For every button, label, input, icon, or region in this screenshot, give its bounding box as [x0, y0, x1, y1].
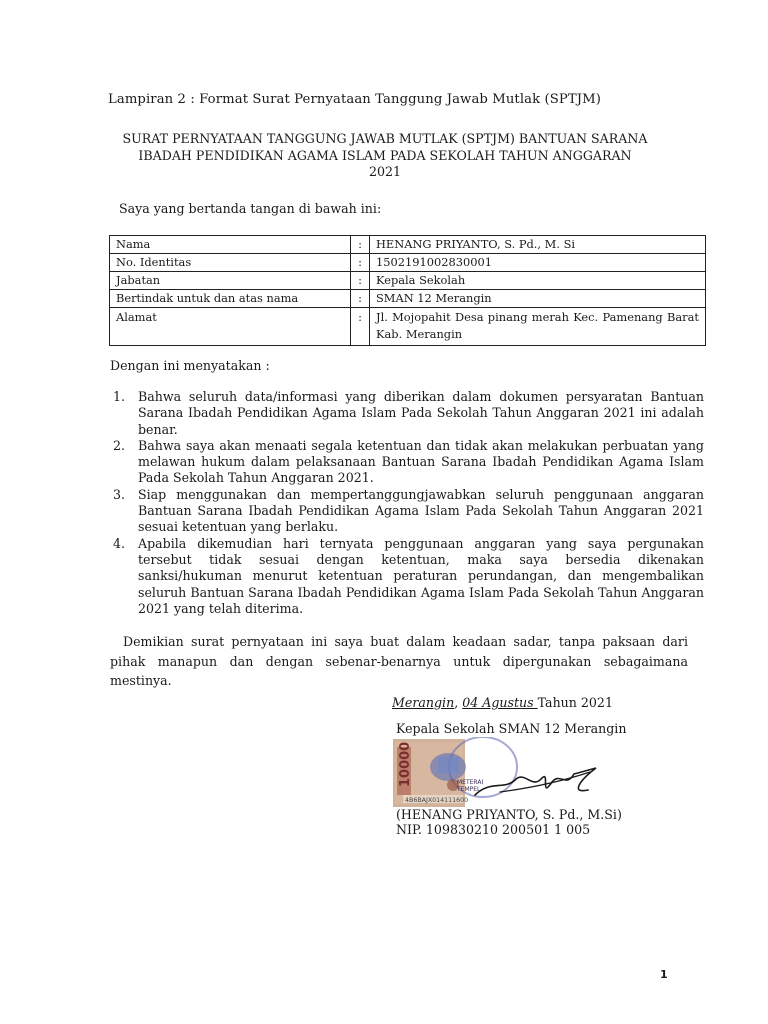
signer-nip: NIP. 109830210 200501 1 005	[396, 822, 591, 837]
statement-list	[110, 389, 704, 617]
identity-value: Jl. Mojopahit Desa pinang merah Kec. Pamenang Barat Kab. Merangin	[370, 308, 706, 346]
stamp-serial: 4B6BAJX014111600	[405, 797, 469, 804]
identity-label: Nama	[110, 236, 351, 254]
identity-label: Bertindak untuk dan atas nama	[110, 290, 351, 308]
title-line-2: IBADAH PENDIDIKAN AGAMA ISLAM PADA SEKOLAH TAHUN ANGGARAN	[138, 147, 632, 163]
identity-row-position	[110, 272, 706, 290]
signer-position: Kepala Sekolah SMAN 12 Merangin	[396, 721, 627, 736]
signature-icon	[470, 750, 610, 810]
stamp-denomination: 10000	[398, 741, 413, 787]
identity-row-acting-for	[110, 290, 706, 308]
identity-separator: :	[351, 272, 370, 290]
attachment-heading: Lampiran 2 : Format Surat Pernyataan Tanggung Jawab Mutlak (SPTJM)	[108, 92, 601, 107]
page-number: 1	[660, 968, 668, 981]
date-year: Tahun 2021	[537, 695, 613, 710]
statement-number: 2.	[113, 437, 126, 453]
identity-separator: :	[351, 254, 370, 272]
intro-text: Saya yang bertanda tangan di bawah ini:	[119, 201, 382, 216]
identity-label: No. Identitas	[110, 254, 351, 272]
identity-value: Kepala Sekolah	[370, 272, 706, 290]
identity-value: HENANG PRIYANTO, S. Pd., M. Si	[370, 236, 706, 254]
statement-number: 3.	[113, 486, 126, 502]
identity-separator: :	[351, 236, 370, 254]
identity-row-name	[110, 236, 706, 254]
statement-text: Bahwa seluruh data/informasi yang diberikan dalam dokumen persyaratan Bantuan Sarana Ibadah Pendidikan Agama Islam Pada Sekolah Tahun Anggaran 2021 ini adalah benar.	[138, 389, 704, 437]
identity-row-address	[110, 308, 706, 346]
document-title	[110, 131, 660, 181]
identity-row-id	[110, 254, 706, 272]
stamp-label-meterai: METERAI	[457, 779, 484, 786]
identity-label: Jabatan	[110, 272, 351, 290]
statement-number: 1.	[113, 389, 126, 404]
statement-item	[110, 536, 704, 617]
identity-separator: :	[351, 308, 370, 346]
closing-paragraph: Demikian surat pernyataan ini saya buat dalam keadaan sadar, tanpa paksaan dari pihak manapun dan dengan sebenar-benarnya untuk dipergunakan sebagaimana mestinya.	[110, 634, 688, 688]
title-line-3: 2021	[368, 164, 402, 179]
statement-number: 4.	[113, 535, 126, 551]
statement-item	[110, 389, 704, 438]
statement-item	[110, 487, 704, 536]
identity-value: SMAN 12 Merangin	[370, 290, 706, 308]
statement-intro: Dengan ini menyatakan :	[110, 358, 270, 373]
statement-text: Siap menggunakan dan mempertanggungjawabkan seluruh penggunaan anggaran Bantuan Sarana Ibadah Pendidikan Agama Islam Pada Sekolah Tahun Anggaran 2021 sesuai ketentuan yang berlaku.	[138, 486, 704, 535]
identity-label: Alamat	[110, 308, 351, 346]
place: Merangin	[392, 695, 455, 710]
date-day-month: 04 Agustus	[462, 695, 538, 710]
statement-item	[110, 438, 704, 487]
statement-text: Apabila dikemudian hari ternyata penggunaan anggaran yang saya pergunakan tersebut tidak sesuai dengan ketentuan, maka saya bersedia dikenakan sanksi/hukuman menurut ketentuan peraturan perundangan, dan mengembalikan seluruh Bantuan Sarana Ibadah Pendidikan Agama Islam Pada Sekolah Tahun Anggaran 2021 yang telah diterima.	[138, 535, 704, 616]
stamp-label-tempel: TEMPEL	[457, 786, 481, 793]
title-line-1: SURAT PERNYATAAN TANGGUNG JAWAB MUTLAK (SPTJM) BANTUAN SARANA	[122, 131, 648, 146]
identity-table	[109, 235, 706, 346]
identity-separator: :	[351, 290, 370, 308]
signer-name: (HENANG PRIYANTO, S. Pd., M.Si)	[396, 807, 622, 822]
place-date	[392, 695, 613, 710]
statement-text: Bahwa saya akan menaati segala ketentuan dan tidak akan melakukan perbuatan yang melawan hukum dalam pelaksanaan Bantuan Sarana Ibadah Pendidikan Agama Islam Pada Sekolah Tahun Anggaran 2021.	[138, 437, 704, 486]
date-comma: ,	[454, 695, 459, 710]
identity-value: 1502191002830001	[370, 254, 706, 272]
